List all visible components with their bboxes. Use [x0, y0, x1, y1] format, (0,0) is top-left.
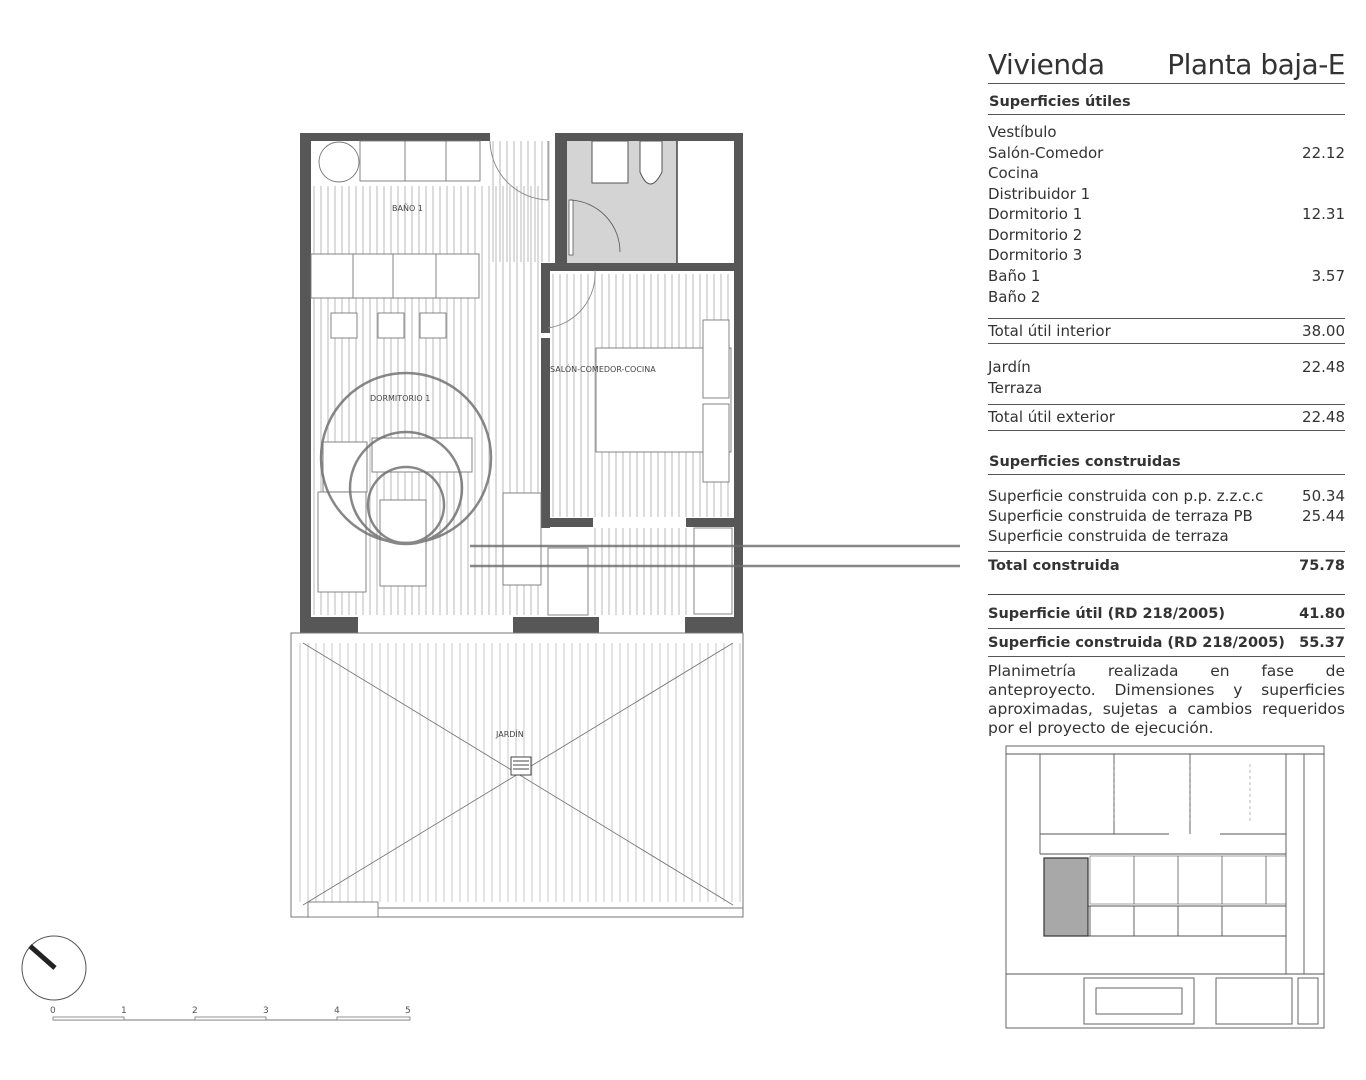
room-name: Dormitorio 3 [988, 246, 1083, 264]
scale-tick-4: 4 [334, 1006, 340, 1016]
total-interior-value: 38.00 [1302, 322, 1345, 340]
rd-rule [988, 628, 1345, 629]
rd-built-value: 55.37 [1299, 635, 1345, 651]
room-row [988, 185, 1345, 205]
room-row [988, 164, 1345, 184]
exterior-name: Terraza [988, 379, 1043, 397]
exterior-rule [988, 404, 1345, 405]
room-label-jardin: JARDÍN [496, 730, 524, 739]
total-built-label: Total construida [988, 558, 1120, 574]
scale-tick-0: 0 [50, 1006, 56, 1016]
built-name: Superficie construida de terraza PB [988, 507, 1253, 525]
scale-tick-5: 5 [405, 1006, 411, 1016]
room-row [988, 144, 1345, 164]
built-area: 25.44 [1302, 507, 1345, 525]
room-name: Baño 1 [988, 267, 1041, 285]
built-row [988, 527, 1345, 547]
room-row [988, 267, 1345, 287]
built-rule [988, 474, 1345, 475]
room-name: Vestíbulo [988, 123, 1057, 141]
room-name: Dormitorio 2 [988, 226, 1083, 244]
exterior-name: Jardín [988, 358, 1031, 376]
scale-tick-2: 2 [192, 1006, 198, 1016]
room-name: Distribuidor 1 [988, 185, 1091, 203]
total-exterior-label: Total útil exterior [988, 408, 1115, 426]
key-plan [1004, 744, 1328, 1032]
bathroom [567, 141, 734, 263]
room-label-bano: BAÑO 1 [392, 204, 423, 213]
scale-tick-3: 3 [263, 1006, 269, 1016]
useful-rule [988, 114, 1345, 115]
room-area: 3.57 [1311, 267, 1345, 285]
room-row [988, 246, 1345, 266]
room-area: 12.31 [1302, 205, 1345, 223]
exterior-row [988, 358, 1345, 378]
exterior-total-rule [988, 430, 1345, 431]
rd-useful-value: 41.80 [1299, 606, 1345, 622]
room-area: 22.12 [1302, 144, 1345, 162]
total-exterior-value: 22.48 [1302, 408, 1345, 426]
built-name: Superficie construida con p.p. z.z.c.c [988, 487, 1264, 505]
room-label-salon: SALÓN-COMEDOR-COCINA [550, 365, 656, 374]
exterior-area: 22.48 [1302, 358, 1345, 376]
room-row [988, 288, 1345, 308]
disclaimer-note: Planimetría realizada en fase de anteproyecto. Dimensiones y superficies aproximadas, sujetas a cambios requeridos por el proyecto de ejecución. [988, 662, 1345, 737]
room-row [988, 205, 1345, 225]
rd-built-rule [988, 656, 1345, 657]
room-name: Baño 2 [988, 288, 1041, 306]
built-sub-rule [988, 551, 1345, 552]
rd-useful-row [988, 606, 1345, 626]
rd-useful-label: Superficie útil (RD 218/2005) [988, 606, 1225, 622]
floor-title: Planta baja-E [1167, 48, 1345, 81]
highlighted-unit [1044, 858, 1088, 936]
total-exterior-row [988, 408, 1345, 428]
rd-built-row [988, 635, 1345, 655]
scale-bar [50, 1006, 411, 1020]
north-arrow-icon [22, 936, 86, 1000]
scale-tick-1: 1 [121, 1006, 127, 1016]
built-row [988, 507, 1345, 527]
total-built-value: 75.78 [1299, 558, 1345, 574]
total-built-row [988, 558, 1345, 578]
interior-rule [988, 318, 1345, 319]
total-interior-label: Total útil interior [988, 322, 1111, 340]
built-areas-title: Superficies construidas [989, 454, 1181, 470]
built-area: 50.34 [1302, 487, 1345, 505]
useful-areas-title: Superficies útiles [989, 94, 1131, 110]
total-interior-row [988, 322, 1345, 342]
garden [291, 633, 743, 917]
room-name: Dormitorio 1 [988, 205, 1083, 223]
header-rule [988, 83, 1345, 84]
built-row [988, 487, 1345, 507]
exterior-row [988, 379, 1345, 399]
rd-built-label: Superficie construida (RD 218/2005) [988, 635, 1285, 651]
built-name: Superficie construida de terraza [988, 527, 1229, 545]
room-name: Cocina [988, 164, 1039, 182]
dwelling-title: Vivienda [988, 48, 1105, 81]
interior-total-rule [988, 343, 1345, 344]
room-label-dormitorio: DORMITORIO 1 [370, 394, 431, 403]
room-row [988, 123, 1345, 143]
room-row [988, 226, 1345, 246]
built-total-rule [988, 594, 1345, 595]
room-name: Salón-Comedor [988, 144, 1104, 162]
